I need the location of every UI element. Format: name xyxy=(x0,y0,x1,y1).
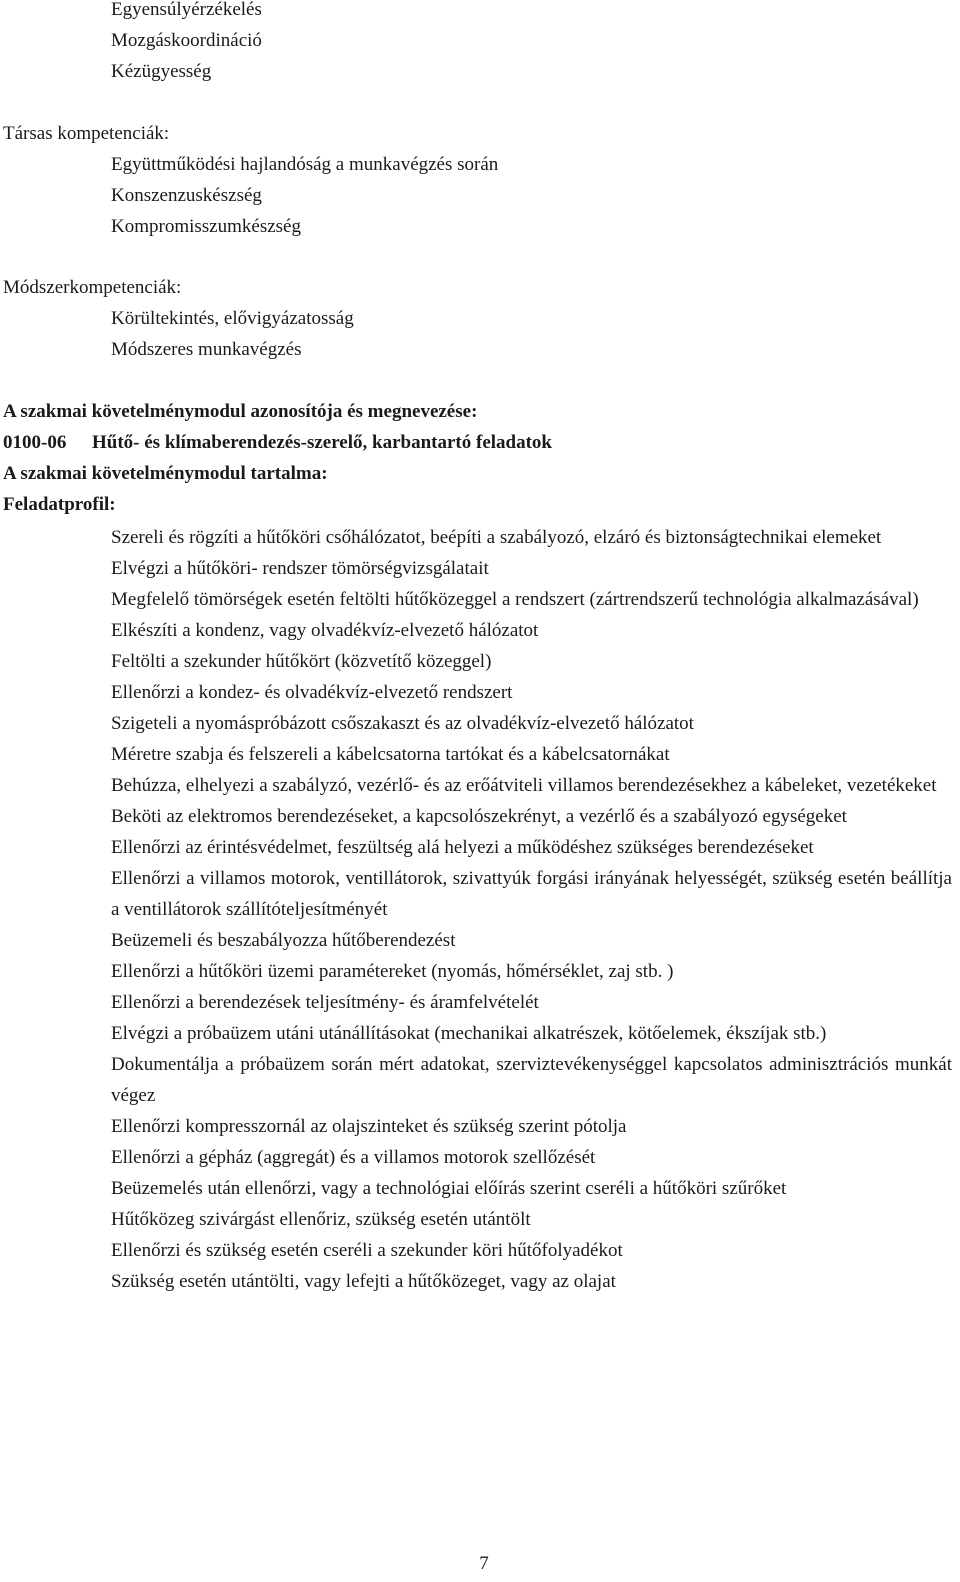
section-heading: Módszerkompetenciák: xyxy=(3,277,182,298)
module-id-heading: A szakmai követelménymodul azonosítója és megnevezése: xyxy=(3,401,478,422)
task-item: Szigeteli a nyomáspróbázott csőszakaszt és az olvadékvíz-elvezető hálózatot xyxy=(111,713,694,734)
task-item: Beköti az elektromos berendezéseket, a kapcsolószekrényt, a vezérlő és a szabályozó egységeket xyxy=(111,806,847,827)
list-item: Egyensúlyérzékelés xyxy=(111,0,262,20)
task-item: Beüzemeli és beszabályozza hűtőberendezést xyxy=(111,930,456,951)
task-item: Beüzemelés után ellenőrzi, vagy a technológiai előírás szerint cseréli a hűtőköri szűrőket xyxy=(111,1178,787,1199)
task-item: Ellenőrzi a villamos motorok, ventillátorok, szivattyúk forgási irányának helyességét, szükség esetén beállítja a ventillátorok szállítóteljesítményét xyxy=(111,868,952,920)
module-header xyxy=(0,396,960,520)
list-item: Konszenzuskészség xyxy=(111,185,262,206)
task-item: Dokumentálja a próbaüzem során mért adatokat, szerviztevékenységgel kapcsolatos adminisztrációs munkát végez xyxy=(111,1054,952,1106)
list-item: Körültekintés, elővigyázatosság xyxy=(111,308,354,329)
task-item: Hűtőközeg szivárgást ellenőriz, szükség esetén utántölt xyxy=(111,1209,531,1230)
method-competencies xyxy=(0,272,960,365)
task-item: Ellenőrzi a berendezések teljesítmény- és áramfelvételét xyxy=(111,992,539,1013)
intro-list xyxy=(0,0,960,87)
task-item: Ellenőrzi és szükség esetén cseréli a szekunder köri hűtőfolyadékot xyxy=(111,1240,623,1261)
module-content-heading: A szakmai követelménymodul tartalma: xyxy=(3,463,328,484)
task-item: Behúzza, elhelyezi a szabályzó, vezérlő- és az erőátviteli villamos berendezésekhez a kábeleket, vezetékeket xyxy=(111,775,937,796)
module-title xyxy=(0,427,960,458)
task-item: Elkészíti a kondenz, vagy olvadékvíz-elvezető hálózatot xyxy=(111,620,539,641)
page-number: 7 xyxy=(479,1553,489,1574)
task-list xyxy=(0,522,960,1297)
list-item: Együttműködési hajlandóság a munkavégzés során xyxy=(111,154,499,175)
social-competencies xyxy=(0,118,960,242)
task-item: Szükség esetén utántölti, vagy lefejti a hűtőközeget, vagy az olajat xyxy=(111,1271,616,1292)
task-item: Ellenőrzi a gépház (aggregát) és a villamos motorok szellőzését xyxy=(111,1147,596,1168)
section-heading: Társas kompetenciák: xyxy=(3,123,170,144)
task-item: Feltölti a szekunder hűtőkört (közvetítő közeggel) xyxy=(111,651,492,672)
task-item: Méretre szabja és felszereli a kábelcsatorna tartókat és a kábelcsatornákat xyxy=(111,744,670,765)
list-item: Mozgáskoordináció xyxy=(111,30,262,51)
task-item: Elvégzi a próbaüzem utáni utánállításokat (mechanikai alkatrészek, kötőelemek, ékszíjak stb.) xyxy=(111,1023,827,1044)
task-item: Ellenőrzi a hűtőköri üzemi paramétereket (nyomás, hőmérséklet, zaj stb. ) xyxy=(111,961,674,982)
task-item: Ellenőrzi az érintésvédelmet, feszültség alá helyezi a működéshez szükséges berendezéseket xyxy=(111,837,814,858)
module-name: Hűtő- és klímaberendezés-szerelő, karbantartó feladatok xyxy=(92,432,552,453)
list-item: Módszeres munkavégzés xyxy=(111,339,302,360)
task-item: Elvégzi a hűtőköri- rendszer tömörségvizsgálatait xyxy=(111,558,489,579)
task-item: Ellenőrzi kompresszornál az olajszinteket és szükség szerint pótolja xyxy=(111,1116,627,1137)
task-item: Ellenőrzi a kondez- és olvadékvíz-elvezető rendszert xyxy=(111,682,513,703)
list-item: Kézügyesség xyxy=(111,61,212,82)
module-code: 0100-06 xyxy=(3,432,67,453)
list-item: Kompromisszumkészség xyxy=(111,216,301,237)
profile-heading: Feladatprofil: xyxy=(3,494,116,515)
task-item: Szereli és rögzíti a hűtőköri csőhálózatot, beépíti a szabályozó, elzáró és biztonságtechnikai elemeket xyxy=(111,527,882,548)
task-item: Megfelelő tömörségek esetén feltölti hűtőközeggel a rendszert (zártrendszerű technológia alkalmazásával) xyxy=(111,589,919,610)
